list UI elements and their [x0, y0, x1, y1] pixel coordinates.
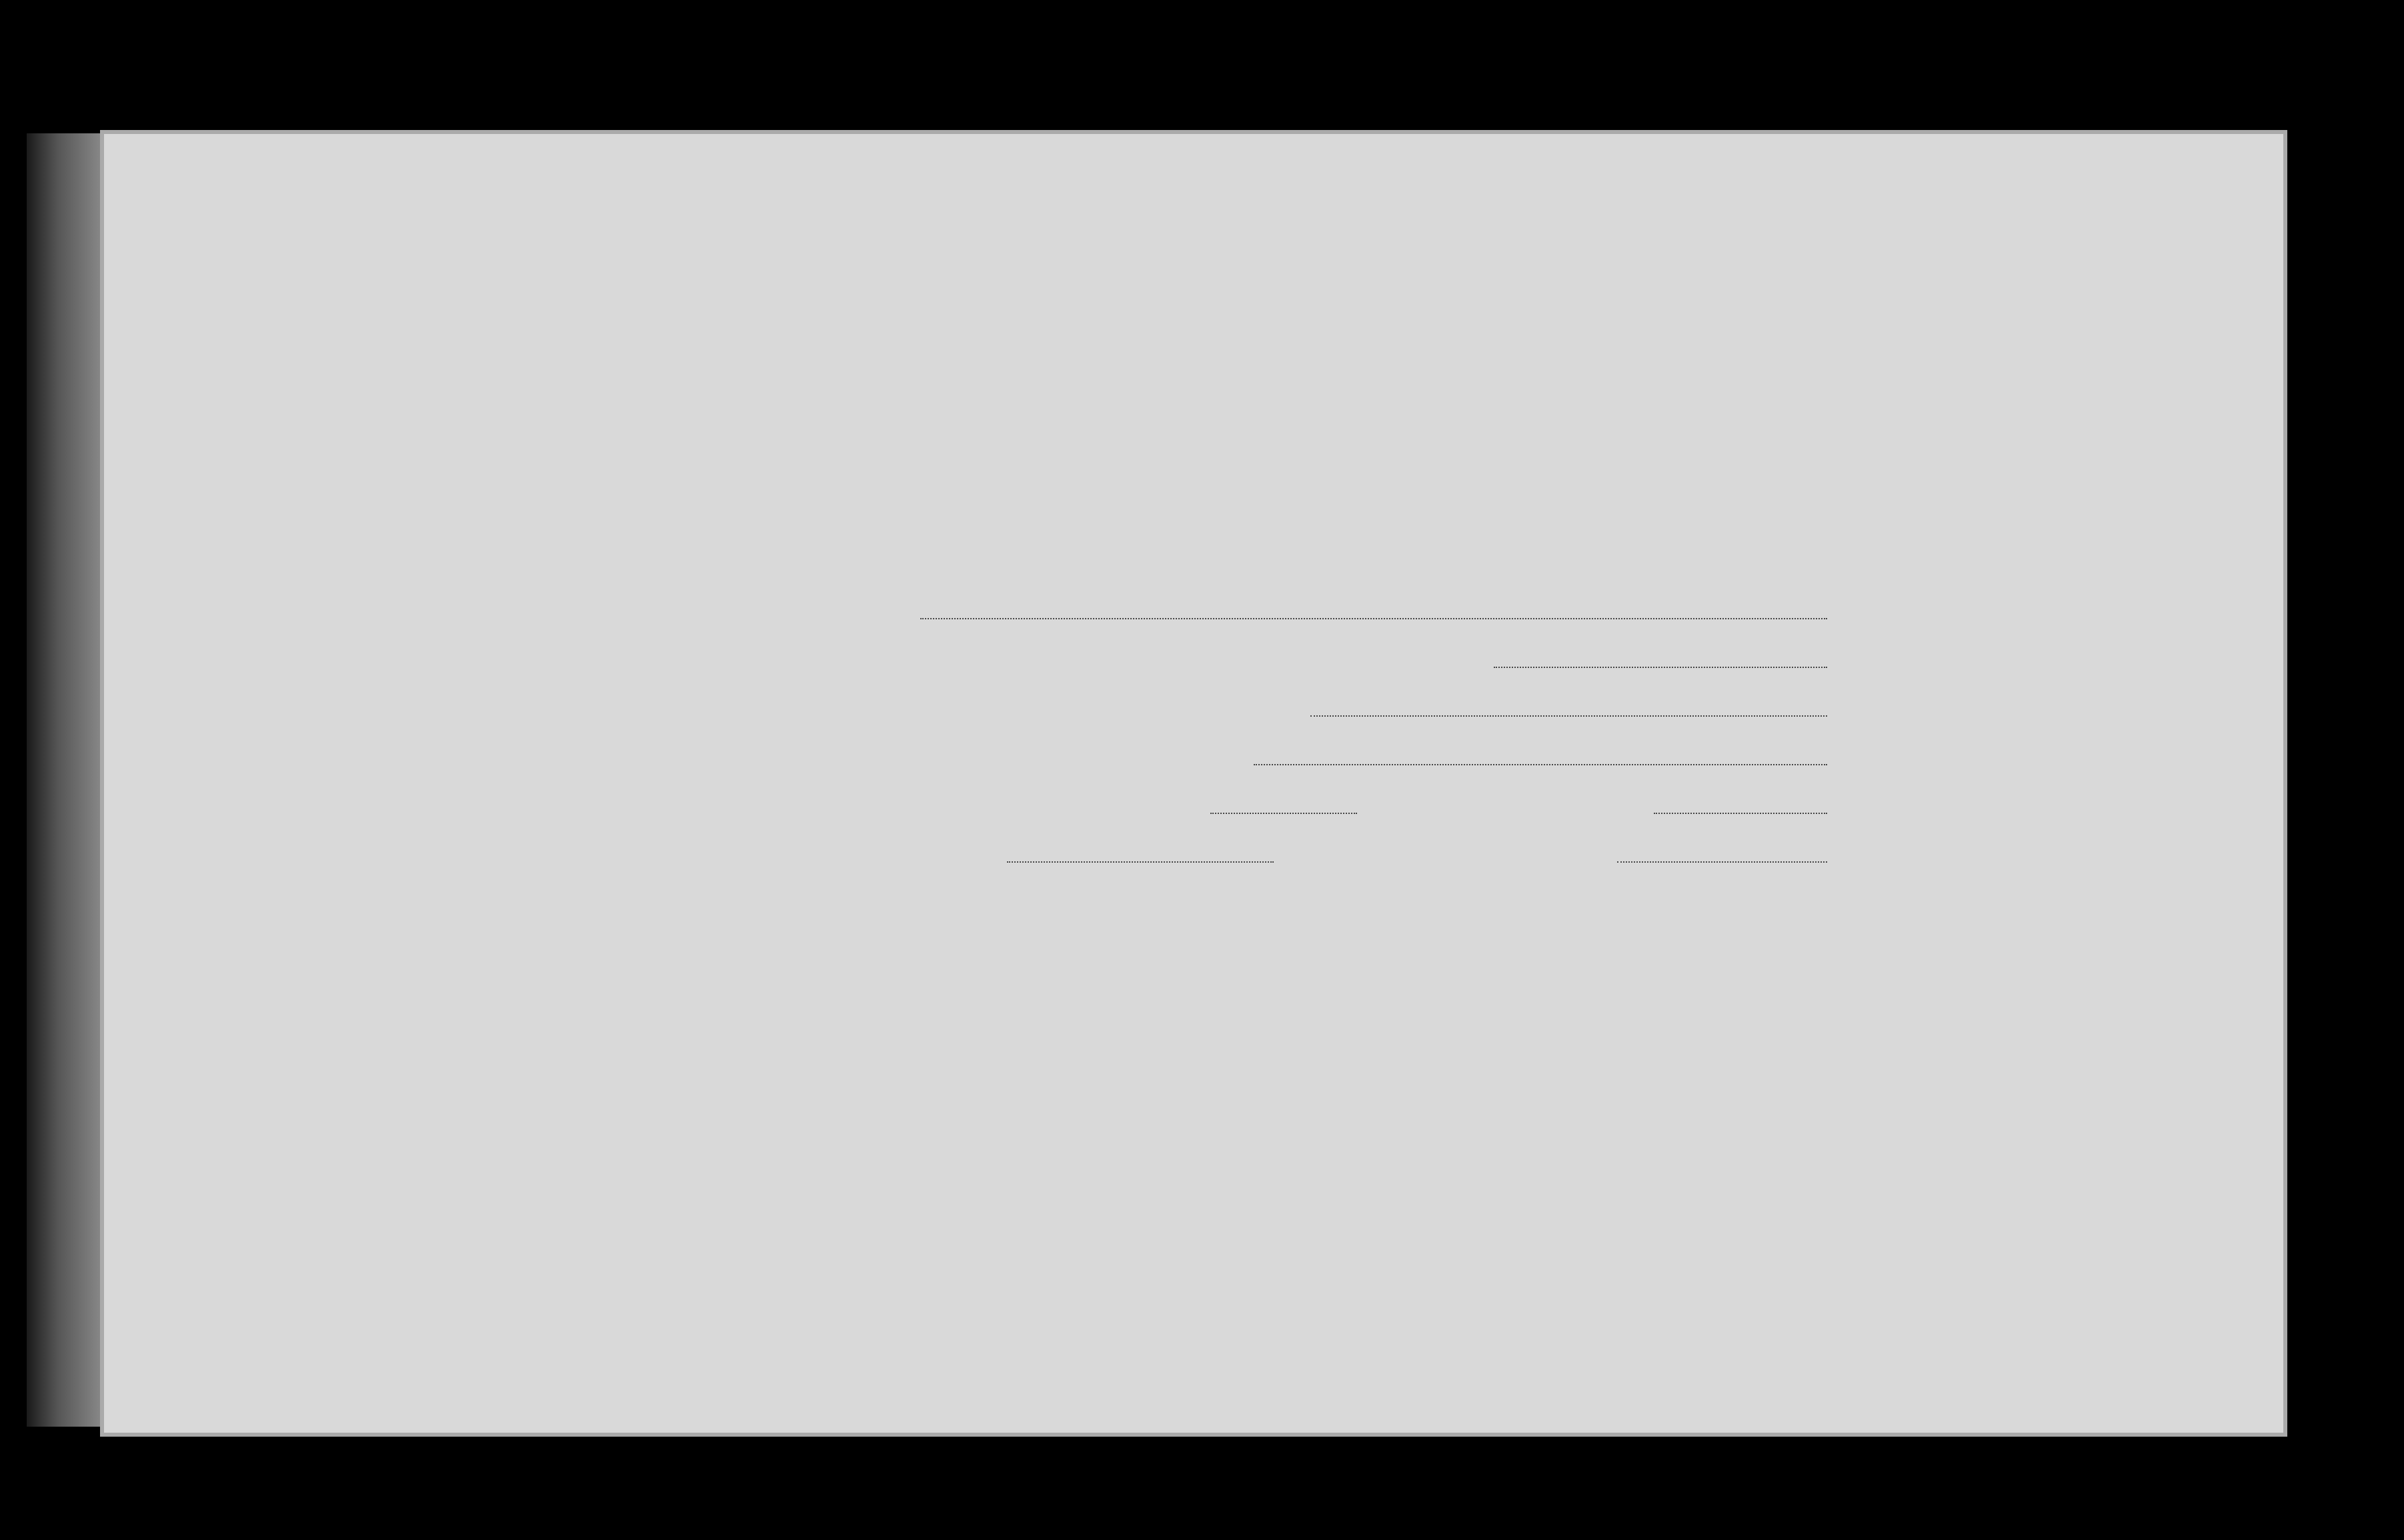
answer-line-owner[interactable]	[920, 618, 1827, 619]
answer-line-market[interactable]	[1007, 861, 1274, 863]
group-vne-nadel	[113, 1223, 180, 1350]
population-label	[1760, 490, 1814, 1050]
answer-line-land-type[interactable]	[1310, 715, 1827, 717]
group-nadel	[120, 1103, 173, 1223]
binding-edge	[27, 133, 103, 1427]
census-card	[100, 130, 2287, 1437]
answer-line-farming[interactable]	[1254, 764, 1827, 765]
workers-label	[353, 490, 387, 1050]
answer-line-nearest-village[interactable]	[1210, 813, 1357, 814]
